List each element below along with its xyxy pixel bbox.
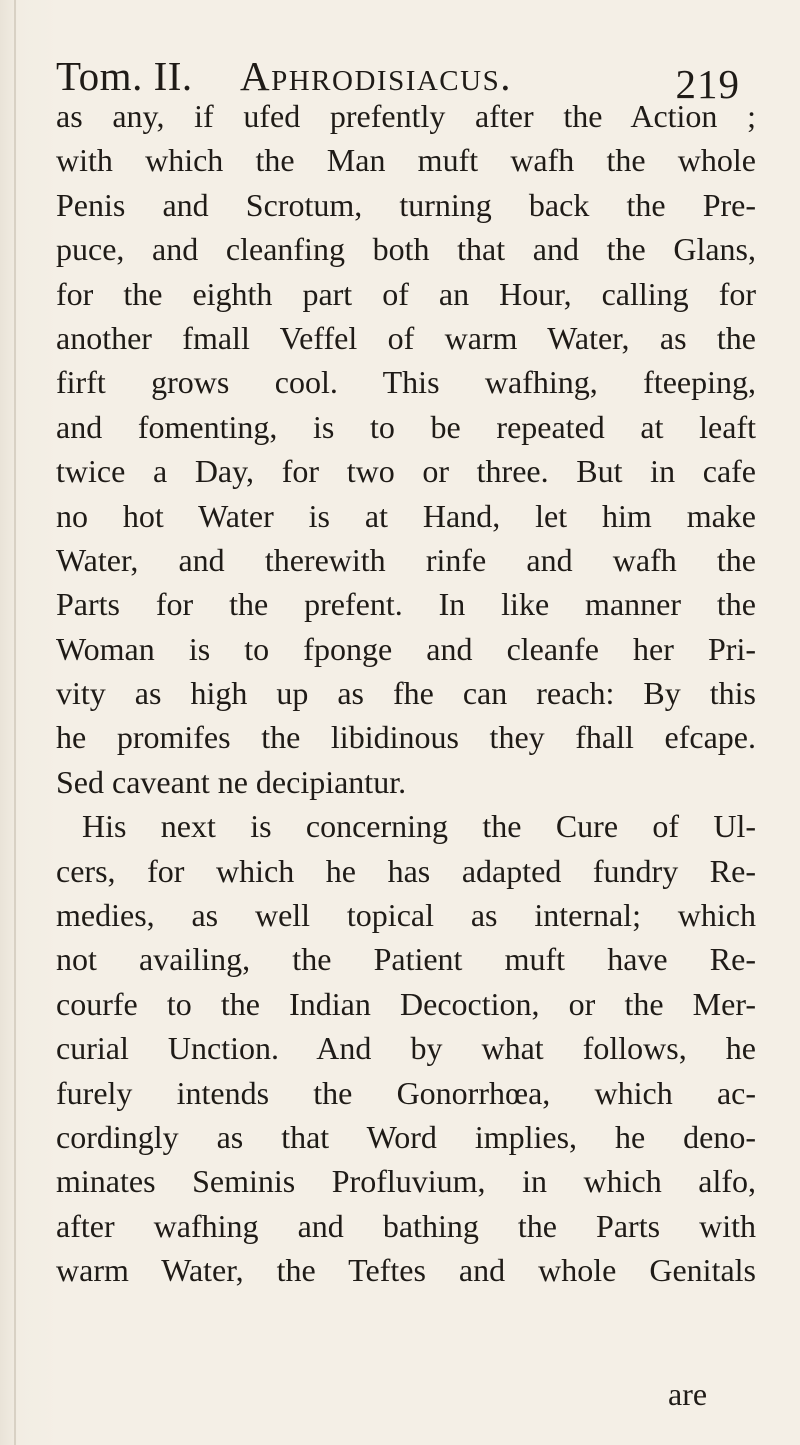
text-line: and fomenting, is to be repeated at leaft <box>56 408 756 445</box>
text-line: Woman is to fponge and cleanfe her Pri- <box>56 630 756 667</box>
catchword: are <box>668 1376 708 1412</box>
text-line: Penis and Scrotum, turning back the Pre- <box>56 186 756 223</box>
text-line: firft grows cool. This wafhing, fteeping, <box>56 364 756 401</box>
gutter-line <box>14 0 16 1445</box>
text-line: courfe to the Indian Decoction, or the Mer- <box>56 985 756 1022</box>
text-line: cers, for which he has adapted fundry Re- <box>56 852 756 889</box>
text-line: curial Unction. And by what follows, he <box>56 1030 756 1067</box>
text-line: not availing, the Patient muft have Re- <box>56 941 756 978</box>
text-line: with which the Man muft wafh the whole <box>56 142 756 179</box>
text-line: His next is concerning the Cure of Ul- <box>82 808 756 845</box>
text-line: Parts for the prefent. In like manner the <box>56 586 756 623</box>
text-line: he promifes the libidinous they fhall efcape. <box>56 719 756 756</box>
volume-label: Tom. II. <box>56 53 193 99</box>
text-line: furely intends the Gonorrhœa, which ac- <box>56 1074 756 1111</box>
text-line: no hot Water is at Hand, let him make <box>56 497 756 534</box>
text-line: cordingly as that Word implies, he deno- <box>56 1118 756 1155</box>
text-line: another fmall Veffel of warm Water, as the <box>56 319 756 356</box>
page-number: 219 <box>675 61 740 107</box>
text-line: for the eighth part of an Hour, calling for <box>56 275 756 312</box>
text-line: twice a Day, for two or three. But in cafe <box>56 453 756 490</box>
text-line: vity as high up as fhe can reach: By this <box>56 675 756 712</box>
text-line: puce, and cleanfing both that and the Glans, <box>56 231 756 268</box>
text-line: medies, as well topical as internal; which <box>56 897 756 934</box>
body-text <box>56 94 756 1293</box>
text-line: minates Seminis Profluvium, in which alfo, <box>56 1163 756 1200</box>
text-line: warm Water, the Teftes and whole Genitals <box>56 1252 756 1289</box>
text-line: after wafhing and bathing the Parts with <box>56 1207 756 1244</box>
text-line: Sed caveant ne decipiantur. <box>56 763 407 800</box>
text-line: as any, if ufed prefently after the Action ; <box>56 98 756 134</box>
text-line: Water, and therewith rinfe and wafh the <box>56 541 756 578</box>
book-title: Aphrodisiacus. <box>240 53 512 99</box>
